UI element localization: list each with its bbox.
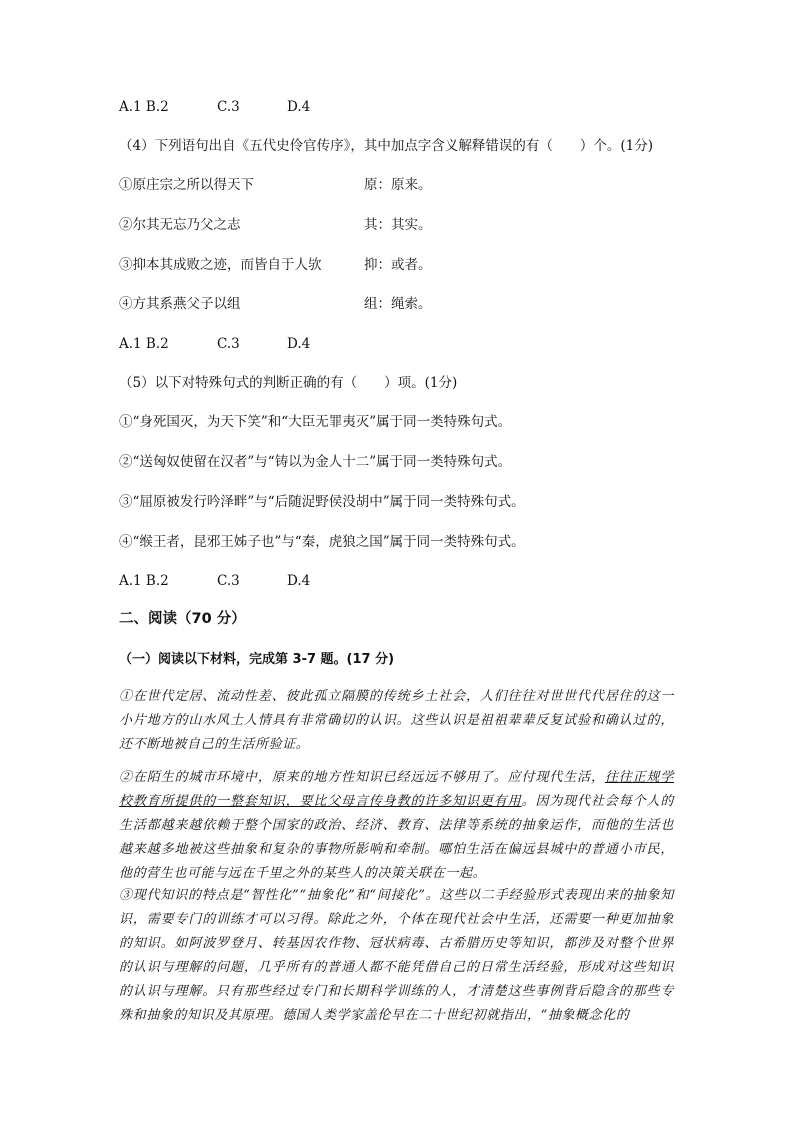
q5-item: ④“缑王者，昆邪王姊子也”与“秦，虎狼之国”属于同一类特殊句式。 [119,534,525,550]
subsection-title: （一）阅读以下材料，完成第 3-7 题。(17 分) [119,652,395,667]
q3-options [119,98,310,116]
option-c: C.3 [217,573,240,589]
section-title: 二、阅读（70 分） [119,611,246,627]
q4-item [119,256,432,274]
option-d: D.4 [287,336,311,352]
q4-item [119,216,432,234]
passage-paragraph-2 [119,766,674,886]
q4-item [119,176,432,194]
q4-sentence: ④方其系燕父子以组 [119,296,241,312]
q4-stem: （4）下列语句出自《五代史伶官传序》，其中加点字含义解释错误的有（ ）个。(1分) [119,138,653,154]
option-d: D.4 [287,99,311,115]
option-c: C.3 [217,99,240,115]
paragraph-text: ②在陌生的城市环境中，原来的地方性知识已经远远不够用了。应付现代生活， [119,770,605,785]
q4-gloss: 抑：或者。 [364,257,432,273]
q4-gloss: 其：其实。 [364,217,432,233]
q5-stem: （5）以下对特殊句式的判断正确的有（ ）项。(1分) [119,375,458,391]
q5-item: ②“送匈奴使留在汉者”与“铸以为金人十二”属于同一类特殊句式。 [119,454,512,470]
q4-sentence: ②尔其无忘乃父之志 [119,217,241,233]
q4-gloss: 组：绳索。 [364,296,432,312]
option-a-b: A.1 B.2 [119,336,169,352]
paragraph-text: 。因为现代社会每个人的生活都越来越依赖于整个国家的政治、经济、教育、法律等系统的抽象运作，而他的生活也越来越多地被这些抽象和复杂的事物所影响和牵制。哪怕生活在偏远县城中的普通小市民，他的营生也可能与远在千里之外的某些人的决策关联在一起。 [119,794,674,881]
q4-gloss: 原：原来。 [364,177,432,193]
option-a-b: A.1 B.2 [119,573,169,589]
q5-item: ③“屈原被发行吟泽畔”与“后随浞野侯没胡中”属于同一类特殊句式。 [119,494,525,510]
passage-paragraph-1: ①在世代定居、流动性差、彼此孤立隔膜的传统乡土社会，人们往往对世世代代居住的这一小片地方的山水风土人情具有非常确切的认识。这些认识是祖祖辈辈反复试验和确认过的，还不断地被自己的生活所验证。 [119,689,674,752]
option-c: C.3 [217,336,240,352]
q4-options [119,335,310,353]
q5-options [119,572,310,590]
q5-item: ①“身死国灭，为天下笑”和“大臣无罪夷灭”属于同一类特殊句式。 [119,414,512,430]
passage-paragraph-3: ③现代知识的特点是“智性化”“抽象化”和“间接化”。这些以二手经验形式表现出来的抽象知识，需要专门的训练才可以习得。除此之外，个体在现代社会中生活，还需要一种更加抽象的知识。如阿波罗登月、转基因农作物、冠状病毒、古希腊历史等知识，都涉及对整个世界的认识与理解的问题，几乎所有的普通人都不能凭借自己的日常生活经验，形成对这些知识的认识与理解。只有那些经过专门和长期科学训练的人，才清楚这些事例背后隐含的那些专殊和抽象的知识及其原理。德国人类学家盖伦早在二十世纪初就指出，“抽象概念化的 [119,888,674,1023]
q4-sentence: ①原庄宗之所以得天下 [119,177,254,193]
underlined-sentence: 往往正规学校教育所提供的一整套知识，要比父母言传身教的许多知识更有用 [119,770,674,809]
option-d: D.4 [287,573,311,589]
q4-sentence: ③抑本其成败之迹，而皆自于人欤 [119,257,322,273]
option-a-b: A.1 B.2 [119,99,169,115]
q4-item [119,295,432,313]
